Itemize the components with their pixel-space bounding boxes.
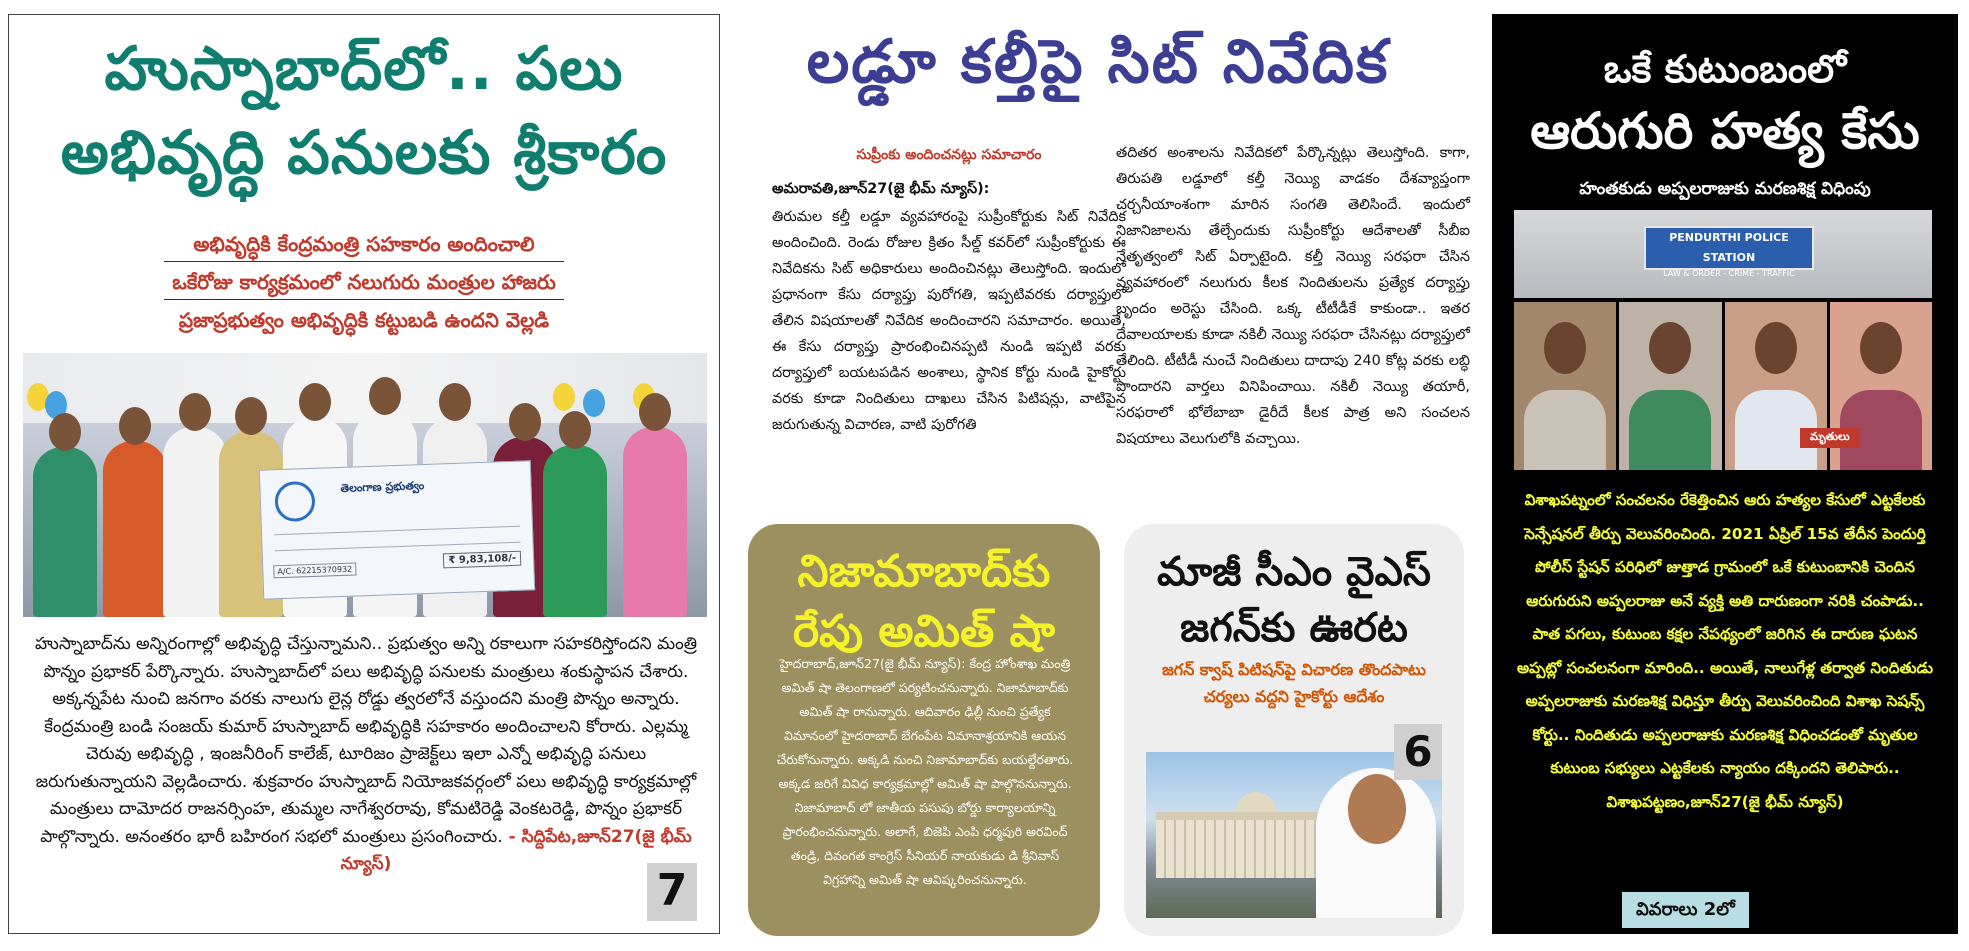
page-number-7: 7 [647,863,697,921]
jagan-headline [1124,544,1464,656]
laddu-column-1 [772,142,1126,438]
nizamabad-headline-line2: రేపు అమిత్ షా [793,606,1055,657]
husnabad-subhead: ప్రజాప్రభుత్వం అభివృద్ధికి కట్టుబడి ఉందని వెల్లడి [178,308,550,332]
police-station-board [1644,226,1814,278]
nizamabad-body: హైదరాబాద్,జూన్27(జై భీమ్ న్యూస్): కేంద్ర హోంశాఖ మంత్రి అమిత్ షా తెలంగాణలో పర్యటించనున్నారు. నిజామాబాద్‌కు అమిత్ షా రానున్నారు. ఆదివారం ఢిల్లీ నుంచి ప్రత్యేక విమానంలో హైదరాబాద్ బేగంపేట విమానాశ్రయానికి ఆయన చేరుకోనున్నారు. అక్కడి నుంచి నిజామాబాద్‌కు బయల్దేరతారు. అక్కడ జరిగే వివిధ కార్యక్రమాల్లో అమిత్ షా పాల్గొననున్నారు. నిజామాబాద్ లో జాతీయ పసుపు బోర్డు కార్యాలయాన్ని ప్రారంభించనున్నారు. అలాగే, బిజెపి ఎంపి ధర్మపురి అరవింద్ తండ్రి, దివంగత కాంగ్రెస్ సీనియర్ నాయకుడు డి శ్రీనివాస్ విగ్రహాన్ని అమిత్ షా ఆవిష్కరించనున్నారు. [776,656,1074,887]
husnabad-subhead: అభివృద్ధికి కేంద్రమంత్రి సహకారం అందించాలి [164,229,564,262]
police-station-photo [1514,210,1932,298]
husnabad-photo [23,353,707,617]
husnabad-headline-line2: అభివృద్ధి పనులకు శ్రీకారం [60,118,668,188]
cheque-title: తెలంగాణ ప్రభుత్వం [340,479,425,495]
laddu-col1-text: తిరుమల కల్తీ లడ్డూ వ్యవహారంపై సుప్రీంకోర్టుకు సిట్ నివేదిక అందించింది. రెండు రోజుల క్రితం సీల్డ్ కవర్‌లో సుప్రీంకోర్టుకు ఈ నివేదికను సిట్ అధికారులు అందించినట్లు తెలుస్తోంది. ఇందులో ప్రధానంగా కేసు దర్యాప్తు పురోగతి, ఇప్పటివరకు దర్యాప్తులో తేలిన విషయాలతో నివేదిక అందించారని సమాచారం. అయితే, ఈ కేసు దర్యాప్తు ప్రారంభించినప్పటి నుండి ఇప్పటి వరకు దర్యాప్తులో బయటపడిన అంశాలు, స్థానిక కోర్టు నుండి హైకోర్టు వరకు కూడా నిందితులు దాఖలు చేసిన పిటిషన్లు, వాటిపైన జరుగుతున్న విచారణ, వాటి పురోగతి [772,209,1126,433]
nizamabad-headline-line1: నిజామాబాద్‌కు [797,546,1051,597]
murder-body: విశాఖపట్నంలో సంచలనం రేకెత్తించిన ఆరు హత్యల కేసులో ఎట్టకేలకు సెన్సేషనల్ తీర్పు వెలువరించింది. 2021 ఏప్రిల్ 15వ తేదీన పెందుర్తి పోలీస్ స్టేషన్ పరిధిలో జుత్తాడ గ్రామంలో ఒకే కుటుంబానికి చెందిన ఆరుగురుని అప్పలరాజు అనే వ్యక్తి అతి దారుణంగా నరికి చంపాడు.. పాత పగలు, కుటుంబ కక్షల నేపథ్యంలో జరిగిన ఈ దారుణ ఘటన అప్పట్లో సంచలనంగా మారింది.. అయితే, నాలుగేళ్ల తర్వాత నిందితుడు అప్పలరాజుకు మరణశిక్ష విధిస్తూ తీర్పు వెలువరించింది విశాఖ సెషన్స్ కోర్టు.. నిందితుడు అప్పలరాజుకు మరణశిక్ష విధించడంతో మృతుల కుటుంబ సభ్యులు ఎట్టకేలకు న్యాయం దక్కిందని తెలిపారు.. విశాఖపట్టణం,జూన్27(జై భీమ్ న్యూస్) [1516,491,1934,811]
husnabad-headline-line1: హుస్నాబాద్‌లో.. పలు [104,34,624,104]
station-board-line1: PENDURTHI POLICE STATION [1669,231,1789,264]
jagan-portrait [1316,768,1436,918]
nizamabad-headline [748,542,1100,662]
murder-subhead: హంతకుడు అప్పలరాజుకు మరణశిక్ష విధింపు [1579,179,1871,199]
article-jagan [1124,524,1464,936]
laddu-dateline: అమరావతి,జూన్27(జై భీమ్ న్యూస్): [772,181,990,197]
laddu-headline: లడ్డూ కల్తీపై సిట్ నివేదిక [806,27,1390,97]
husnabad-subheads [9,229,719,342]
victims-photos [1514,302,1932,470]
page-number-6: 6 [1394,724,1442,780]
jagan-subhead: జగన్ క్వాష్ పిటిషన్‌పై విచారణ తొందపాటు చర్యలు వద్దని హైకోర్టు ఆదేశం [1162,660,1426,706]
cheque-board [259,460,535,599]
cheque-logo-icon [274,481,315,522]
husnabad-subhead: ఒకేరోజు కార్యక్రమంలో నలుగురు మంత్రుల హాజరు [164,267,564,300]
jagan-headline-line1: మాజీ సీఎం వైఎస్ [1156,549,1431,595]
murder-headline-line1: ఒకే కుటుంబంలో [1603,47,1847,91]
laddu-column-2 [1116,140,1470,452]
laddu-kicker: సుప్రీంకు అందించనట్లు సమాచారం [856,147,1042,163]
victims-tag: మృతులు [1800,428,1860,448]
husnabad-body [23,631,709,879]
jagan-headline-line2: జగన్‌కు ఊరట [1180,605,1408,651]
husnabad-headline [9,27,719,195]
cheque-amount: ₹ 9,83,108/- [443,551,521,569]
station-board-line2: LAW & ORDER - CRIME - TRAFFIC [1663,269,1795,278]
murder-headline-line2: ఆరుగురి హత్య కేసు [1530,102,1920,160]
details-page-2-link[interactable]: వివరాలు 2లో [1622,892,1749,928]
article-husnabad [8,14,720,934]
husnabad-credit: - సిద్దిపేట,జూన్27(జై భీమ్ న్యూస్) [340,826,692,874]
husnabad-body-text: హుస్నాబాద్‌ను అన్నిరంగాల్లో అభివృద్ధి చేస్తున్నామని.. ప్రభుత్వం అన్ని రకాలుగా సహకరిస్తోందని మంత్రి పొన్నం ప్రభాకర్ పేర్కొన్నారు. హుస్నాబాద్‌లో పలు అభివృద్ధి పనులకు మంత్రులు శంకుస్థాపన చేశారు. అక్కన్నపేట నుంచి జనగాం వరకు నాలుగు లైన్ల రోడ్డు త్వరలోనే వస్తుందని మంత్రి పొన్నం అన్నారు. కేంద్రమంత్రి బండి సంజయ్ కుమార్ హుస్నాబాద్ అభివృద్ధికి సహకారం అందించాలని కోరారు. ఎల్లమ్మ చెరువు అభివృద్ధి , ఇంజనీరింగ్ కాలేజ్, టూరిజం ప్రాజెక్ట్‌లు ఇలా ఎన్నో అభివృద్ధి పనులు జరుగుతున్నాయని వెల్లడించారు. శుక్రవారం హుస్నాబాద్ నియోజకవర్గంలో పలు అభివృద్ధి కార్యక్రమాల్లో మంత్రులు దామోదర రాజనర్సింహ, తుమ్మల నాగేశ్వరరావు, కోమటిరెడ్డి వెంకటరెడ్డి, పొన్నం ప్రభాకర్ పాల్గొన్నారు. అనంతరం భారీ బహిరంగ సభలో మంత్రులు ప్రసంగించారు. [34,634,698,847]
article-six-murders [1492,14,1958,934]
cheque-account: A/C. 62215370932 [273,562,356,578]
laddu-col2-text: తదితర అంశాలను నివేదికలో పేర్కొన్నట్లు తెలుస్తోంది. కాగా, తిరుపతి లడ్డూలో కల్తీ నెయ్యి వాడకం దేశవ్యాప్తంగా చర్చనీయాంశంగా మారిన సంగతి తెలిసిందే. ఇందులో నిజానిజాలను తేల్చేందుకు సుప్రీంకోర్టు ఆదేశాలతో సీబీఐ నేతృత్వంలో సిట్ ఏర్పాటైంది. కల్తీ నెయ్యి సరఫరా చేసిన వ్యవహారంలో నలుగురు కీలక నిందితులను ప్రత్యేక దర్యాప్తు బృందం అరెస్టు చేసింది. ఒక్క టీటీడీకే కాకుండా.. ఇతర దేవాలయాలకు కూడా నకిలీ నెయ్యి సరఫరా చేసినట్లు దర్యాప్తులో తేలింది. టీటీడీ నుంచే నిందితులు దాదాపు 240 కోట్ల వరకు లబ్ధి పొందారని వార్తలు వినిపించాయి. నకిలీ నెయ్యి తయారీ, సరఫరాలో భోలేబాబా డైరీదే కీలక పాత్ర అని సంచలన విషయాలు వెలుగులోకి వచ్చాయి. [1116,145,1470,447]
article-nizamabad [748,524,1100,936]
